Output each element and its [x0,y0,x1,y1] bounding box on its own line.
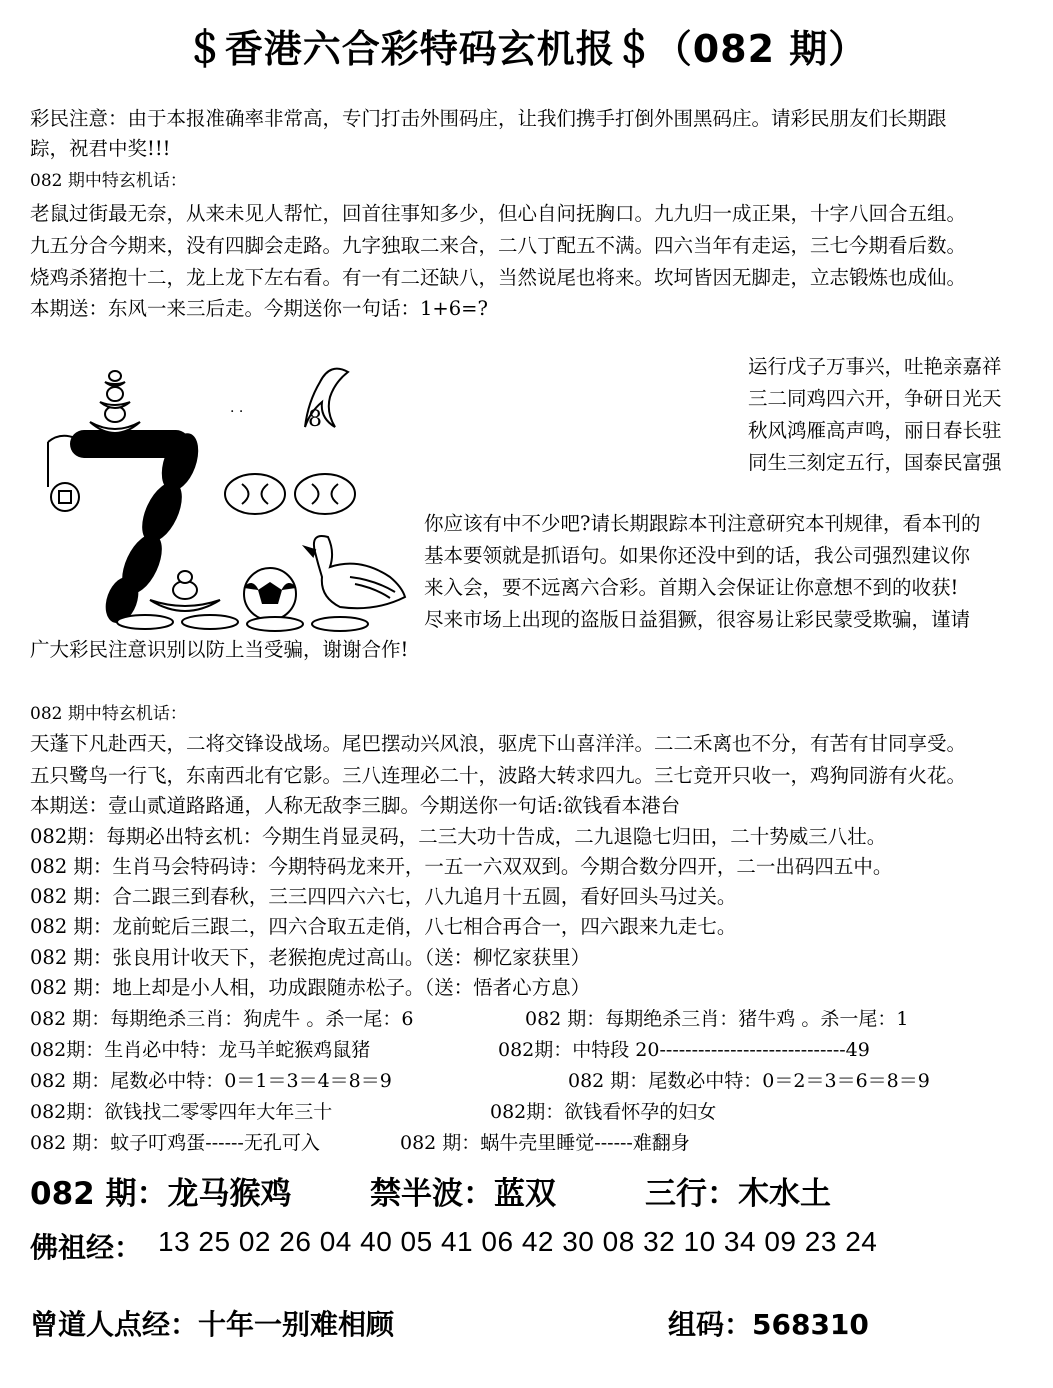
section1-send: 本期送：东风一来三后走。今期送你一句话：1+6=? [30,297,488,320]
pair-left: 082期：生肖必中特：龙马羊蛇猴鸡鼠猪 [30,1039,371,1061]
gold-ingot-bottom-icon [150,571,220,611]
zuma-line: 组码：568310 [668,1308,869,1341]
pair-left: 082 期：每期绝杀三肖：狗虎牛 。杀一尾：6 [30,1008,414,1030]
ad-line: 尽来市场上出现的盗版日益猖獗，很容易让彩民蒙受欺骗，谨请 [424,608,971,631]
section1-line: 九五分合今期来，没有四脚会走路。九字独取二来合，二八丁配五不满。四六当年有走运，三七今期看后数。 [30,234,967,257]
fozu-label: 佛祖经： [30,1231,143,1264]
page-title: ＄香港六合彩特码玄机报＄（082 期） [185,27,868,71]
ad-line: 来入会，要不远离六合彩。首期入会保证让你意想不到的收获! [424,576,959,599]
daoren-line: 曾道人点经：十年一别难相顾 [30,1308,395,1341]
section2-line: 五只鹭鸟一行飞，东南西北有它影。三八连理必二十，波路大转求四九。三七竞开只收一，鸡狗同游有火花。 [30,764,967,787]
pair-right: 082 期：尾数必中特：0＝2＝3＝6＝8＝9 [568,1070,930,1092]
notice-line-1: 彩民注意：由于本报准确率非常高，专门打击外围码庄，让我们携手打倒外围黑码庄。请彩民朋友们长期跟 [30,107,947,130]
poem-line: 同生三刻定五行，国泰民富强 [748,451,1002,474]
period-line: 082 期：合二跟三到春秋，三三四四六六七，八九追月十五圆，看好回头马过关。 [30,885,737,908]
section2-heading: 082 期中特玄机话： [30,704,187,724]
lucky-seven-illustration [30,352,410,632]
fozu-numbers: 13 25 02 26 04 40 05 41 06 42 30 08 32 10 34 09 23 24 [158,1226,878,1257]
pair-right: 082 期：蜗牛壳里睡觉------难翻身 [400,1132,690,1154]
poem-line: 三二同鸡四六开，争研日光天 [748,387,1002,410]
pair-right: 082期：欲钱看怀孕的妇女 [490,1101,717,1123]
coin-icon [51,483,79,511]
ad-line: 你应该有中不少吧?请长期跟踪本刊注意研究本刊规律，看本刊的 [424,512,981,535]
summary-zodiac: 082 期：龙马猴鸡 [30,1176,292,1212]
period-line: 082 期：张良用计收天下，老猴抱虎过高山。（送：柳忆家获里） [30,946,591,969]
gold-ingot-icon [90,371,140,433]
ad-line: 基本要领就是抓语句。如果你还没中到的话，我公司强烈建议你 [424,544,971,567]
period-line: 082 期：龙前蛇后三跟二，四六合取五走俏，八七相合再合一，四六跟来九走七。 [30,915,737,938]
section1-line: 老鼠过街最无奈，从来未见人帮忙，回首往事知多少，但心自问抚胸口。九九归一成正果，十字八回合五组。 [30,202,967,225]
section1-line: 烧鸡杀猪抱十二，龙上龙下左右看。有一有二还缺八，当然说尾也将来。坎坷皆因无脚走，立志锻炼也成仙。 [30,266,967,289]
period-line: 082 期：地上却是小人相，功成跟随赤松子。（送：悟者心方息） [30,976,591,999]
pair-left: 082 期：尾数必中特：0＝1＝3＝4＝8＝9 [30,1070,392,1092]
period-line: 082期：每期必出特玄机：今期生肖显灵码，二三大功十告成，二九退隐七归田，二十势威三八壮。 [30,825,887,848]
period-line: 082 期：生肖马会特码诗：今期特码龙来开，一五一六双双到。今期合数分四开，二一出码四五中。 [30,855,893,878]
digit-eight: 8 [308,407,322,432]
section1-heading: 082 期中特玄机话： [30,171,187,191]
section2-line: 天蓬下凡赴西天，二将交锋设战场。尾巴摆动兴风浪，驱虎下山喜洋洋。二二禾离也不分，有苦有甘同享受。 [30,732,967,755]
pair-right: 082 期：每期绝杀三肖：猪牛鸡 。杀一尾：1 [525,1008,909,1030]
section2-send: 本期送：壹山贰道路路通，人称无敌李三脚。今期送你一句话:欲钱看本港台 [30,794,681,817]
stepping-stones [117,615,368,631]
ancient-coin-icon [225,474,355,514]
summary-sanxing: 三行：木水土 [645,1176,831,1212]
ad-last-line: 广大彩民注意识别以防上当受骗，谢谢合作! [30,638,409,661]
summary-banbo: 禁半波：蓝双 [370,1176,556,1212]
pair-left: 082期：欲钱找二零零四年大年三十 [30,1101,333,1123]
poem-line: 秋风鸿雁高声鸣，丽日春长驻 [748,419,1002,442]
svg-text:· ·: · · [230,404,244,420]
soccer-ball-icon [244,568,296,620]
notice-line-2: 踪，祝君中奖!!! [30,137,171,160]
pair-left: 082 期：蚊子叮鸡蛋------无孔可入 [30,1132,320,1154]
duck-icon [305,536,405,608]
pair-right: 082期：中特段 20-----------------------------49 [498,1039,870,1061]
poem-line: 运行戊子万事兴，吐艳亲嘉祥 [748,355,1002,378]
